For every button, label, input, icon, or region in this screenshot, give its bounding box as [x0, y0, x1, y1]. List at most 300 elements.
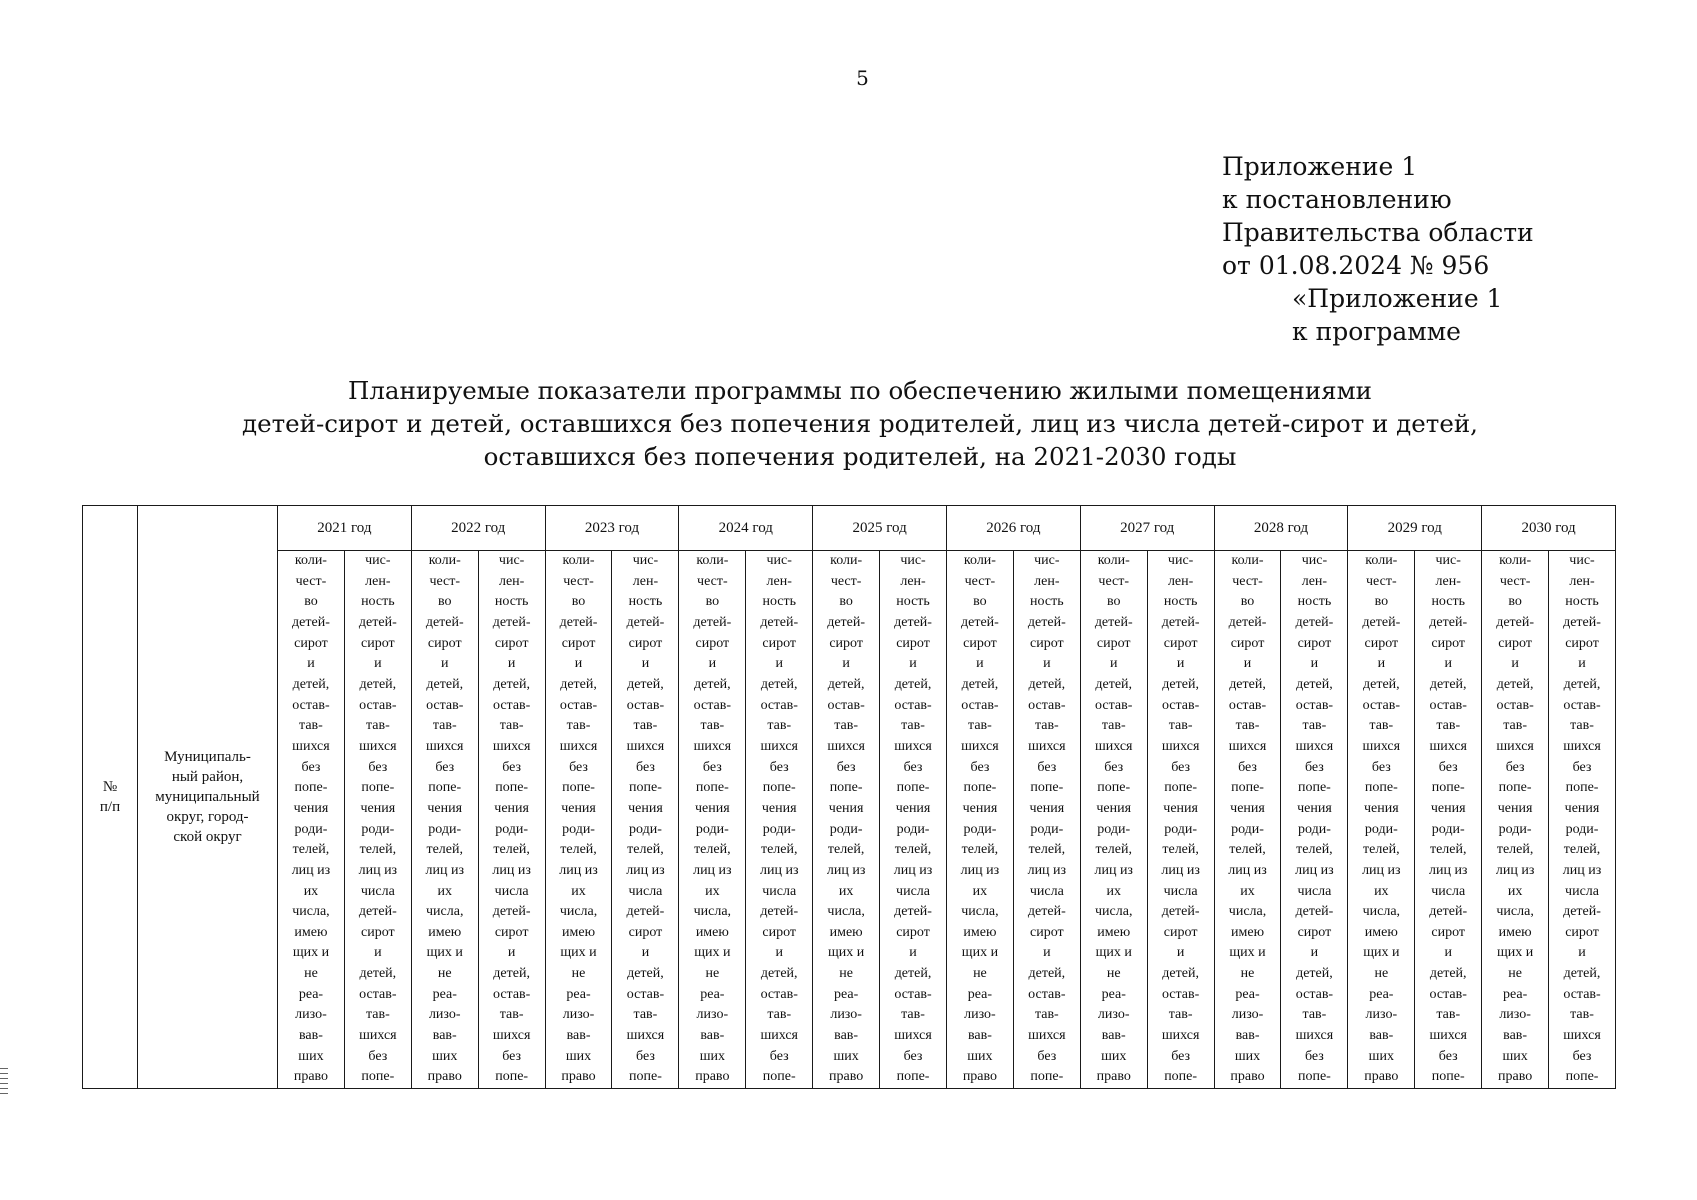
- column-header-line: остав-: [894, 986, 932, 1002]
- column-header-line: тав-: [499, 718, 524, 734]
- column-header-line: и: [909, 656, 917, 672]
- column-header-row: [83, 551, 1616, 1089]
- column-header-line: лиц из: [893, 862, 933, 878]
- column-header-line: детей-: [961, 614, 999, 630]
- column-header-line: тав-: [365, 718, 390, 734]
- column-header-line: шихся: [292, 738, 330, 754]
- column-header-line: и: [374, 656, 382, 672]
- column-header-line: право: [293, 1069, 329, 1085]
- column-header-line: детей,: [627, 676, 664, 692]
- column-header-line: и: [1310, 945, 1319, 961]
- column-header-line: без: [1505, 759, 1525, 775]
- appendix-line: к постановлению: [1222, 185, 1452, 214]
- column-header-line: шихся: [1563, 1028, 1601, 1044]
- column-header-line: попе-: [1364, 780, 1398, 796]
- column-header-line: попе-: [361, 1069, 395, 1085]
- column-header-line: лен-: [498, 573, 525, 589]
- column-header-line: право: [829, 1069, 864, 1085]
- column-header-line: числа: [628, 883, 663, 899]
- column-header-line: коли-: [696, 553, 729, 568]
- column-header-line: тав-: [1570, 1007, 1594, 1023]
- column-header-line: и: [1176, 945, 1185, 961]
- column-header-line: без: [769, 1048, 789, 1064]
- year-header-row: [83, 506, 1616, 551]
- column-header-line: детей,: [560, 676, 597, 692]
- column-header-line: щих и: [426, 945, 463, 961]
- column-header-line: сирот: [628, 635, 663, 651]
- column-header-line: чения: [360, 800, 396, 816]
- column-header-line: числа,: [292, 904, 330, 920]
- column-header-line: остав-: [1563, 697, 1601, 713]
- column-header-line: щих и: [1229, 945, 1266, 961]
- column-header-line: и: [1578, 945, 1586, 961]
- column-header-line: без: [702, 759, 722, 775]
- column-header-line: попе-: [1297, 780, 1331, 796]
- column-header-line: остав-: [1028, 697, 1066, 713]
- column-header-line: детей,: [426, 676, 464, 692]
- column-header-line: роди-: [1297, 821, 1331, 837]
- column-header-line: детей,: [493, 966, 530, 982]
- column-header-line: ших: [699, 1048, 725, 1064]
- column-header-line: ших: [1368, 1048, 1394, 1064]
- column-header-line: имею: [1498, 924, 1532, 940]
- column-header-line: попе-: [1030, 780, 1064, 796]
- column-header-line: вав-: [432, 1028, 457, 1044]
- column-header-line: щих и: [1363, 945, 1400, 961]
- column-header-line: и: [1043, 945, 1051, 961]
- column-header-line: детей,: [894, 966, 932, 982]
- column-header-line: вав-: [298, 1028, 323, 1044]
- column-header-line: лен-: [1167, 573, 1194, 589]
- column-header-line: шихся: [1028, 1028, 1066, 1044]
- column-header-line: попе-: [1097, 780, 1131, 796]
- column-header-line: чения: [1430, 800, 1466, 816]
- column-header-line: остав-: [626, 986, 665, 1002]
- column-header-line: детей,: [1095, 676, 1133, 692]
- column-header-line: щих и: [1496, 945, 1534, 961]
- column-header-line: лиц из: [291, 862, 331, 878]
- column-header-line: во: [1508, 594, 1522, 610]
- column-header-line: детей,: [1563, 676, 1601, 692]
- column-header-line: попе-: [896, 780, 930, 796]
- column-header-line: телей,: [694, 842, 731, 858]
- year-header: 2029 год: [1348, 506, 1482, 551]
- column-header-line: попе-: [829, 780, 863, 796]
- column-header-line: сирот: [1163, 635, 1198, 651]
- column-header-line: лен-: [1435, 573, 1461, 589]
- header-line: Муниципаль-: [164, 749, 251, 766]
- column-header-line: детей-: [894, 904, 932, 920]
- column-header-line: детей-: [894, 614, 932, 630]
- column-header-line: сирот: [1431, 635, 1466, 651]
- column-header-line: тав-: [968, 718, 992, 734]
- column-header-line: чест-: [1499, 573, 1531, 589]
- column-header-line: попе-: [963, 780, 997, 796]
- column-header-line: чест-: [1232, 573, 1263, 589]
- column-header-line: попе-: [1431, 780, 1465, 796]
- column-header-line: телей,: [560, 842, 597, 858]
- column-header-line: остав-: [894, 697, 932, 713]
- column-header-line: роди-: [1097, 821, 1131, 837]
- column-header-line: и: [641, 945, 650, 961]
- column-header-line: лизо-: [562, 1007, 595, 1023]
- column-header-line: без: [1037, 759, 1057, 775]
- column-header-line: коли-: [1097, 553, 1130, 568]
- number-column-header: [344, 551, 411, 1089]
- column-header-line: шихся: [760, 738, 798, 754]
- column-header-line: сирот: [896, 924, 930, 940]
- number-column-header: [880, 551, 947, 1089]
- column-header-line: остав-: [1161, 986, 1200, 1002]
- column-header-line: числа: [1565, 883, 1599, 899]
- column-header-line: вав-: [1369, 1028, 1394, 1044]
- column-header-line: лизо-: [1499, 1007, 1531, 1023]
- column-header-line: их: [571, 883, 586, 899]
- column-header-line: щих и: [1095, 945, 1132, 961]
- column-header-line: во: [1106, 594, 1121, 610]
- column-header-line: и: [1444, 656, 1452, 672]
- column-header-line: без: [301, 759, 321, 775]
- number-column-header: [1147, 551, 1214, 1089]
- column-header-line: и: [1109, 656, 1118, 672]
- column-header-line: без: [502, 1048, 522, 1064]
- column-header-line: тав-: [1168, 1007, 1193, 1023]
- column-header-line: телей,: [359, 842, 397, 858]
- column-header-line: телей,: [426, 842, 463, 858]
- column-header-line: роди-: [829, 821, 863, 837]
- column-header-line: тав-: [901, 1007, 925, 1023]
- column-header-line: детей,: [292, 676, 330, 692]
- column-header-line: чест-: [295, 573, 327, 589]
- column-header-line: шихся: [626, 738, 665, 754]
- column-header-line: ших: [1502, 1048, 1528, 1064]
- column-header-line: чения: [1163, 800, 1198, 816]
- column-header-line: детей,: [1563, 966, 1601, 982]
- column-header-line: детей,: [1429, 676, 1467, 692]
- column-header-line: роди-: [695, 821, 729, 837]
- column-header-line: право: [1498, 1069, 1533, 1085]
- column-header-line: чест-: [563, 573, 594, 589]
- appendix-line: Приложение 1: [1222, 152, 1418, 181]
- column-header-line: детей-: [358, 904, 397, 920]
- column-header-line: чения: [1564, 800, 1600, 816]
- column-header-line: лиц из: [759, 862, 799, 878]
- column-header-line: чения: [494, 800, 529, 816]
- header-line: округ, город-: [166, 809, 249, 826]
- column-header-line: лен-: [900, 573, 926, 589]
- column-header-line: тав-: [1302, 1007, 1327, 1023]
- column-header-line: попе-: [629, 1069, 662, 1085]
- column-header-line: сирот: [762, 924, 797, 940]
- column-header-line: чис-: [365, 553, 391, 568]
- column-header-line: детей,: [627, 966, 664, 982]
- column-header-line: коли-: [428, 553, 461, 568]
- column-header-line: имею: [1231, 924, 1265, 940]
- column-header-line: без: [970, 759, 990, 775]
- column-header-line: сирот: [695, 635, 730, 651]
- column-header-line: не: [1374, 966, 1389, 982]
- column-header-line: чис-: [1301, 553, 1328, 568]
- column-header-line: роди-: [294, 821, 328, 837]
- count-column-header: [545, 551, 612, 1089]
- appendix-sub-line: к программе: [1292, 317, 1461, 346]
- column-header-line: лиц из: [425, 862, 464, 878]
- column-header-line: ность: [1565, 594, 1599, 610]
- column-header-line: без: [1304, 1048, 1324, 1064]
- column-header-line: тав-: [700, 718, 725, 734]
- column-header-line: попе-: [361, 780, 395, 796]
- column-header-line: коли-: [1231, 553, 1264, 568]
- column-header-line: без: [1572, 759, 1592, 775]
- year-header: 2024 год: [679, 506, 813, 551]
- number-column-header: [1013, 551, 1080, 1089]
- column-header-line: реа-: [1235, 986, 1260, 1002]
- column-header-line: лиц из: [1495, 862, 1535, 878]
- column-header-line: без: [1171, 759, 1191, 775]
- column-header-line: тав-: [1570, 718, 1594, 734]
- column-header-line: чения: [1363, 800, 1399, 816]
- column-header-line: лиц из: [826, 862, 866, 878]
- number-column-header: [1281, 551, 1348, 1089]
- column-header-line: попе-: [1565, 780, 1599, 796]
- column-header-line: шихся: [693, 738, 732, 754]
- column-header-line: остав-: [1028, 986, 1066, 1002]
- count-column-header: [411, 551, 478, 1089]
- column-header-line: ших: [967, 1048, 993, 1064]
- column-header-line: во: [705, 594, 720, 610]
- column-header-line: вав-: [1101, 1028, 1126, 1044]
- column-header-line: сирот: [762, 635, 797, 651]
- column-header-line: сирот: [963, 635, 997, 651]
- column-header-line: коли-: [562, 553, 595, 568]
- column-header-line: сирот: [1163, 924, 1198, 940]
- column-header-line: числа: [494, 883, 529, 899]
- indicators-table: [82, 505, 1616, 1089]
- column-header-line: детей,: [894, 676, 932, 692]
- column-header-line: лиц из: [358, 862, 398, 878]
- column-header-line: во: [1374, 594, 1389, 610]
- row-number-header: [83, 506, 138, 1089]
- column-header-line: чения: [828, 800, 864, 816]
- column-header-line: без: [1371, 759, 1391, 775]
- column-header-line: щих и: [828, 945, 865, 961]
- column-header-line: ших: [432, 1048, 458, 1064]
- column-header-line: сирот: [494, 924, 529, 940]
- column-header-line: право: [1230, 1069, 1265, 1085]
- column-header-line: шихся: [827, 738, 865, 754]
- column-header-line: попе-: [629, 780, 662, 796]
- column-header-line: имею: [428, 924, 462, 940]
- column-header-line: лен-: [632, 573, 659, 589]
- column-header-line: тав-: [1302, 718, 1327, 734]
- column-header-line: лиц из: [559, 862, 598, 878]
- column-header-line: без: [368, 759, 388, 775]
- column-header-line: вав-: [700, 1028, 725, 1044]
- column-header-line: реа-: [1502, 986, 1528, 1002]
- column-header-line: детей-: [1027, 614, 1066, 630]
- column-header-line: роди-: [1431, 821, 1465, 837]
- column-header-line: тав-: [299, 718, 323, 734]
- column-header-line: числа,: [426, 904, 464, 920]
- column-header-line: и: [307, 656, 315, 672]
- column-header-line: ших: [833, 1048, 859, 1064]
- column-header-line: телей,: [1429, 842, 1467, 858]
- column-header-line: числа: [1163, 883, 1198, 899]
- column-header-line: сирот: [561, 635, 596, 651]
- number-column-header: [612, 551, 679, 1089]
- column-header-line: остав-: [1228, 697, 1267, 713]
- column-header-line: ших: [565, 1048, 592, 1064]
- column-header-line: детей-: [1295, 904, 1334, 920]
- column-header-line: тав-: [834, 718, 859, 734]
- column-header-line: реа-: [566, 986, 591, 1002]
- column-header-line: лиц из: [693, 862, 732, 878]
- column-header-line: лизо-: [1365, 1007, 1398, 1023]
- column-header-line: остав-: [1295, 986, 1334, 1002]
- column-header-line: во: [839, 594, 853, 610]
- count-column-header: [1214, 551, 1281, 1089]
- column-header-line: шихся: [1228, 738, 1267, 754]
- column-header-line: детей,: [760, 966, 798, 982]
- column-header-line: детей-: [559, 614, 598, 630]
- column-header-line: лиц из: [1161, 862, 1200, 878]
- column-header-line: детей,: [827, 676, 865, 692]
- column-header-line: лиц из: [960, 862, 1000, 878]
- column-header-line: имею: [1097, 924, 1131, 940]
- column-header-line: числа: [1029, 883, 1064, 899]
- column-header-line: лизо-: [1097, 1007, 1130, 1023]
- column-header-line: ность: [494, 594, 529, 610]
- column-header-line: шихся: [425, 738, 464, 754]
- column-header-line: коли-: [830, 553, 863, 568]
- column-header-line: и: [374, 945, 382, 961]
- column-header-line: шихся: [492, 738, 531, 754]
- column-header-line: без: [1104, 759, 1124, 775]
- column-header-line: реа-: [432, 986, 457, 1002]
- column-header-line: детей,: [1028, 966, 1066, 982]
- column-header-line: чения: [962, 800, 998, 816]
- column-header-line: тав-: [566, 718, 591, 734]
- column-header-line: попе-: [1565, 1069, 1599, 1085]
- column-header-line: остав-: [1429, 697, 1467, 713]
- title-line: детей-сирот и детей, оставшихся без попечения родителей, лиц из числа детей-сирот и детей,: [242, 409, 1478, 438]
- column-header-line: сирот: [1230, 635, 1265, 651]
- column-header-line: сирот: [361, 635, 395, 651]
- column-header-line: имею: [562, 924, 596, 940]
- column-header-line: попе-: [1164, 780, 1198, 796]
- column-header-line: детей,: [1296, 966, 1333, 982]
- column-header-line: вав-: [1503, 1028, 1528, 1044]
- column-header-line: без: [368, 1048, 388, 1064]
- column-header-line: попе-: [428, 780, 462, 796]
- column-header-line: ность: [361, 594, 395, 610]
- header-line: ный район,: [171, 769, 244, 786]
- column-header-line: сирот: [1030, 635, 1064, 651]
- column-header-line: детей-: [1027, 904, 1066, 920]
- column-header-line: сирот: [1364, 635, 1399, 651]
- column-header-line: ших: [1234, 1048, 1261, 1064]
- column-header-line: тав-: [1168, 718, 1193, 734]
- column-header-line: право: [427, 1069, 462, 1085]
- page-number: 5: [856, 66, 869, 90]
- column-header-line: детей,: [493, 676, 530, 692]
- column-header-line: числа,: [1496, 904, 1534, 920]
- column-header-line: сирот: [361, 924, 395, 940]
- column-header-line: лиц из: [1228, 862, 1267, 878]
- column-header-line: детей,: [1028, 676, 1066, 692]
- column-header-line: чения: [1096, 800, 1132, 816]
- column-header-line: без: [836, 759, 856, 775]
- column-header-line: попе-: [495, 780, 529, 796]
- column-header-line: реа-: [298, 986, 324, 1002]
- column-header-line: лизо-: [1231, 1007, 1264, 1023]
- column-header-line: попе-: [1030, 1069, 1064, 1085]
- column-header-line: числа,: [1228, 904, 1267, 920]
- column-header-line: не: [1106, 966, 1121, 982]
- column-header-line: и: [775, 945, 783, 961]
- column-header-line: чис-: [900, 553, 926, 568]
- year-header: 2025 год: [813, 506, 947, 551]
- column-header-line: тав-: [1436, 1007, 1461, 1023]
- column-header-line: роди-: [495, 821, 529, 837]
- appendix-block: [1222, 150, 1534, 348]
- column-header-line: попе-: [294, 780, 328, 796]
- column-header-line: попе-: [1297, 1069, 1331, 1085]
- column-header-line: и: [641, 656, 650, 672]
- document-title: [80, 374, 1640, 473]
- column-header-line: тав-: [1101, 718, 1126, 734]
- column-header-line: числа,: [1362, 904, 1401, 920]
- count-column-header: [679, 551, 746, 1089]
- column-header-line: без: [502, 759, 522, 775]
- column-header-line: чис-: [1167, 553, 1194, 568]
- column-header-line: тав-: [1369, 718, 1394, 734]
- count-column-header: [1348, 551, 1415, 1089]
- column-header-line: реа-: [1101, 986, 1126, 1002]
- column-header-line: без: [769, 759, 789, 775]
- year-header: 2028 год: [1214, 506, 1348, 551]
- column-header-line: лизо-: [830, 1007, 862, 1023]
- column-header-line: их: [303, 883, 319, 899]
- column-header-line: остав-: [492, 986, 531, 1002]
- column-header-line: и: [1444, 945, 1452, 961]
- column-header-line: ность: [1163, 594, 1198, 610]
- column-header-line: сирот: [1030, 924, 1064, 940]
- column-header-line: детей-: [1429, 614, 1468, 630]
- column-header-line: шихся: [559, 738, 598, 754]
- column-header-line: ших: [298, 1048, 324, 1064]
- column-header-line: не: [1508, 966, 1522, 982]
- column-header-line: чения: [293, 800, 329, 816]
- column-header-line: и: [1243, 656, 1252, 672]
- column-header-line: детей-: [1228, 614, 1267, 630]
- column-header-line: детей-: [425, 614, 464, 630]
- column-header-line: детей,: [1296, 676, 1333, 692]
- column-header-line: тав-: [499, 1007, 524, 1023]
- column-header-line: попе-: [1164, 1069, 1198, 1085]
- column-header-line: вав-: [566, 1028, 591, 1044]
- column-header-line: остав-: [1295, 697, 1334, 713]
- column-header-line: без: [636, 1048, 655, 1064]
- column-header-line: лен-: [1569, 573, 1595, 589]
- column-header-line: тав-: [901, 718, 925, 734]
- column-header-line: лен-: [365, 573, 391, 589]
- column-header-line: детей,: [1496, 676, 1534, 692]
- column-header-line: чис-: [1034, 553, 1060, 568]
- header-line: №: [102, 779, 118, 796]
- column-header-line: шихся: [760, 1028, 798, 1044]
- column-header-line: лиц из: [1428, 862, 1468, 878]
